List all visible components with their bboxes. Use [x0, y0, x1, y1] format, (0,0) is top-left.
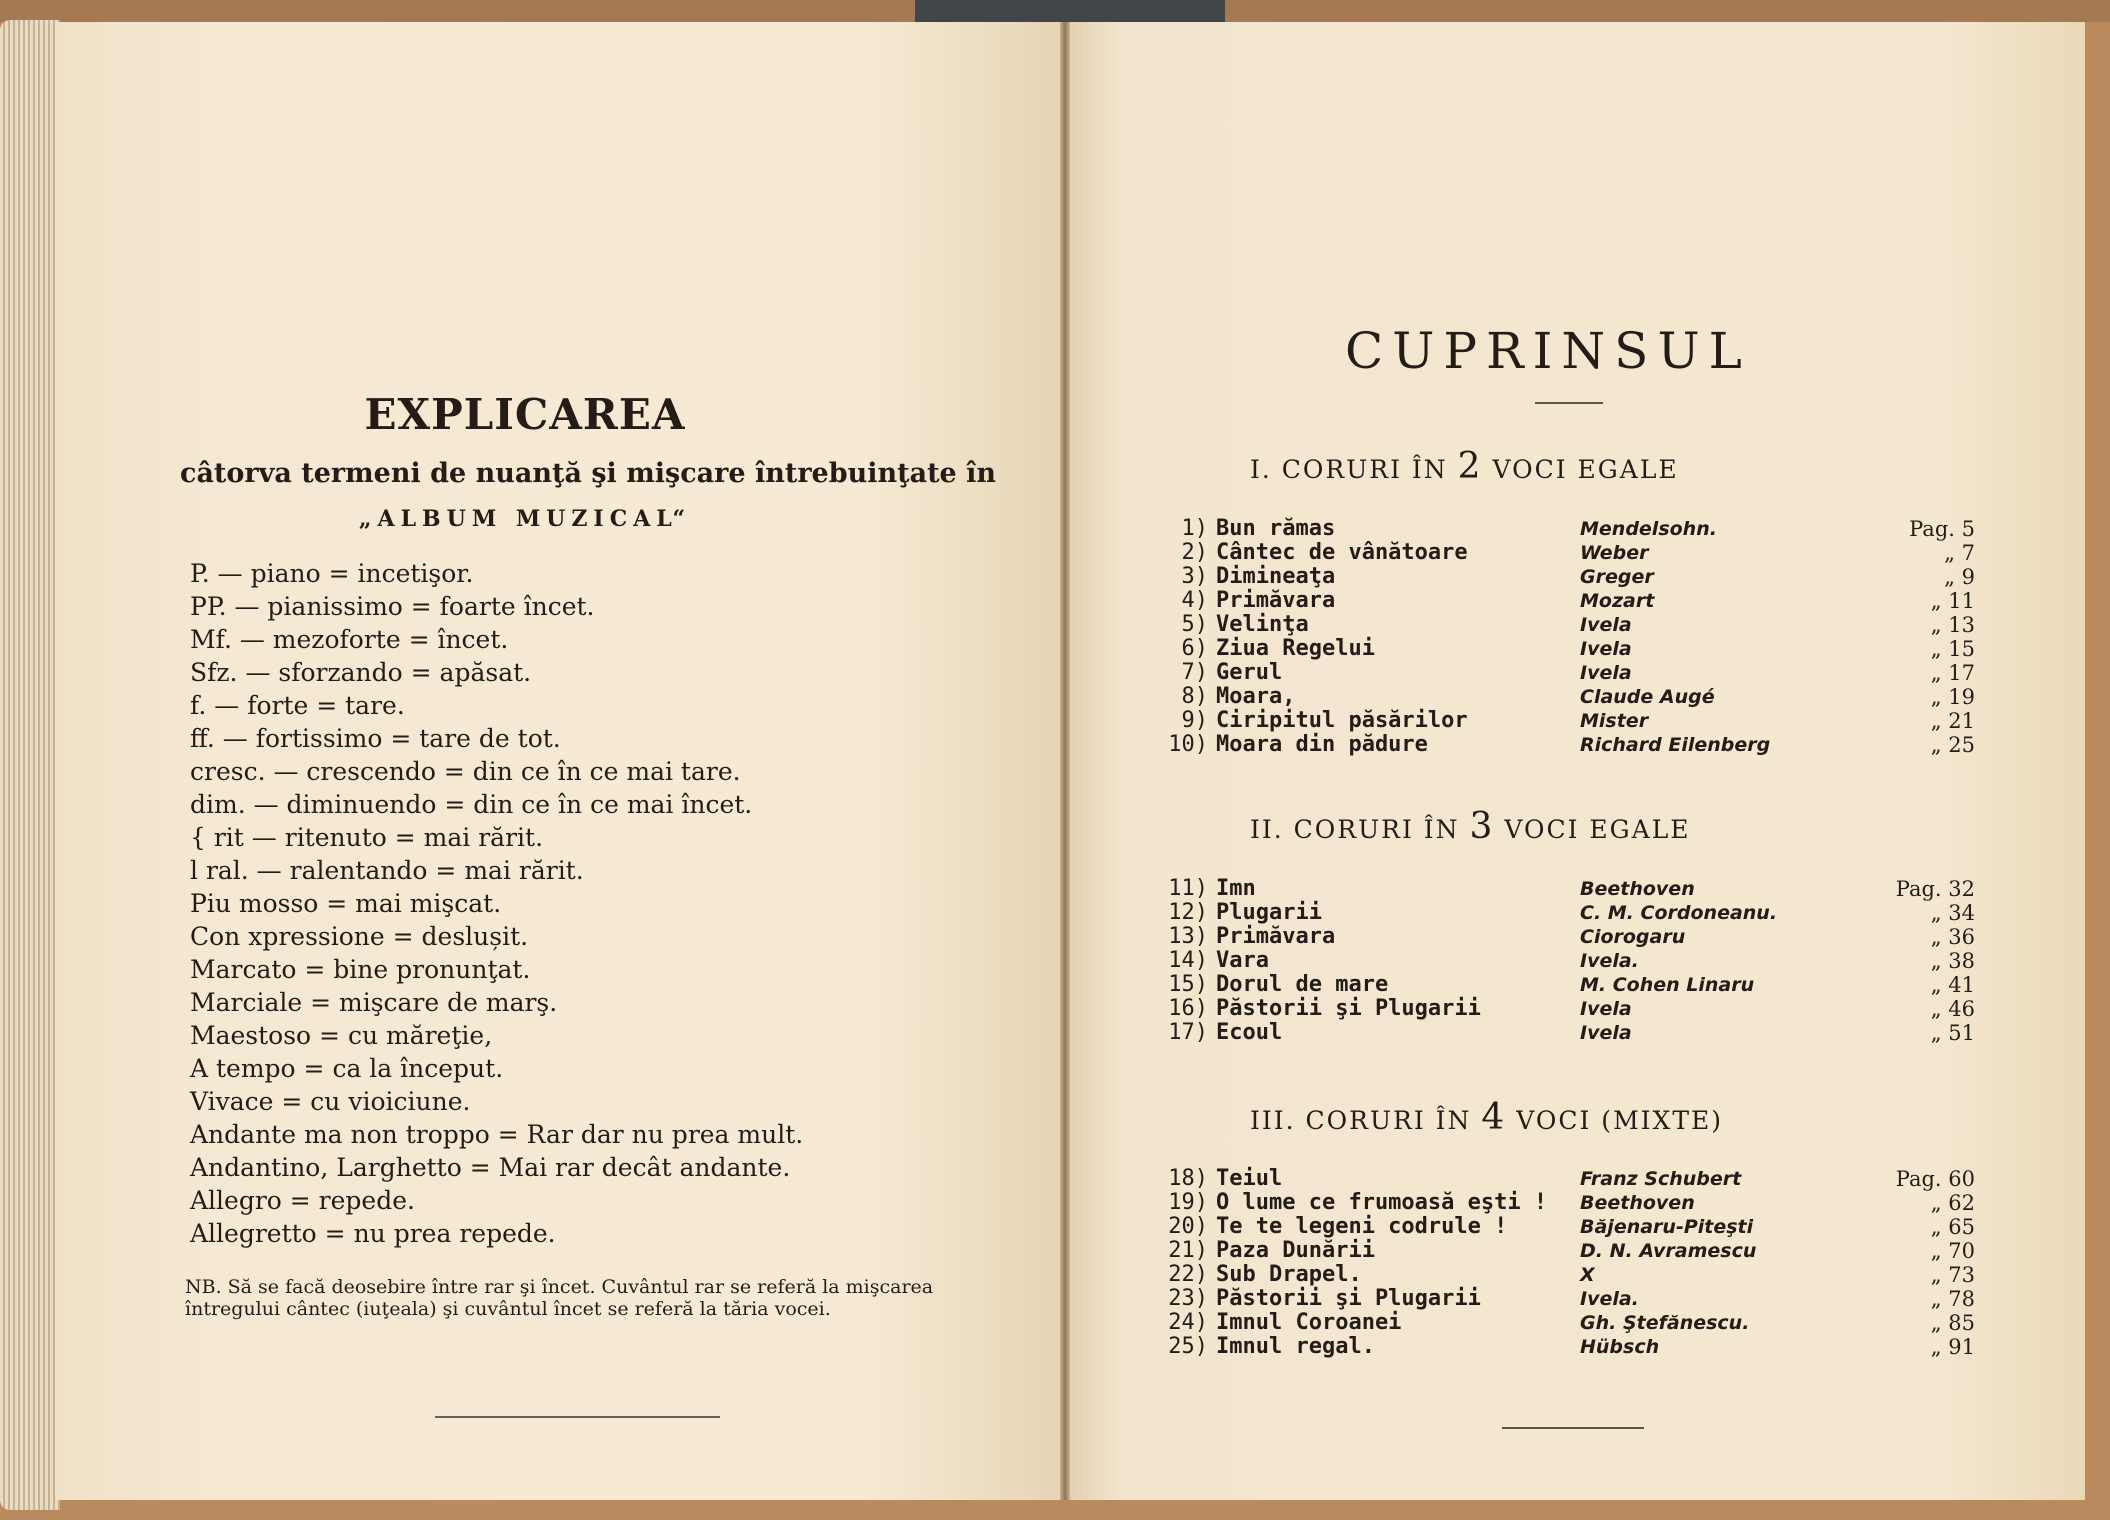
- toc-row: [1160, 684, 1975, 709]
- term-line: Maestoso = cu măreţie,: [190, 1021, 493, 1050]
- toc-title: Imnul regal.: [1216, 1334, 1375, 1359]
- toc-page: „ 78: [1930, 1287, 1975, 1311]
- toc-page: „ 15: [1930, 637, 1975, 661]
- toc-row: [1160, 1286, 1975, 1311]
- term-line: P. — piano = incetişor.: [190, 559, 474, 588]
- toc-page: Pag. 32: [1895, 877, 1975, 901]
- toc-author: Weber: [1580, 542, 1649, 564]
- term-line: Allegretto = nu prea repede.: [190, 1219, 556, 1248]
- toc-number: 24): [1168, 1310, 1208, 1335]
- toc-row: [1160, 660, 1975, 685]
- toc-section-1: [1160, 516, 1975, 757]
- toc-title: O lume ce frumoasă eşti !: [1216, 1190, 1548, 1215]
- terms-list: [190, 557, 1040, 1250]
- toc-row: [1160, 564, 1975, 589]
- toc-title: Bun rămas: [1216, 516, 1336, 541]
- toc-title: Imn: [1216, 876, 1256, 901]
- toc-number: 1): [1181, 516, 1208, 541]
- toc-page: „ 25: [1930, 733, 1975, 757]
- toc-title: Păstorii şi Plugarii: [1216, 996, 1481, 1021]
- toc-author: Mozart: [1580, 590, 1655, 612]
- toc-number: 5): [1181, 612, 1208, 637]
- toc-page: „ 9: [1944, 565, 1975, 589]
- toc-author: Ivela.: [1580, 1288, 1639, 1310]
- term-line: f. — forte = tare.: [190, 691, 405, 720]
- term-line: l ral. — ralentando = mai rărit.: [190, 856, 584, 885]
- toc-author: Hübsch: [1580, 1336, 1660, 1358]
- toc-row: [1160, 876, 1975, 901]
- term-line: cresc. — crescendo = din ce în ce mai tare.: [190, 757, 741, 786]
- toc-row: [1160, 516, 1975, 541]
- section-heading: II. CORURI ÎN 3 VOCI EGALE: [1250, 806, 1691, 847]
- toc-author: Beethoven: [1580, 878, 1695, 900]
- toc-title: Te te legeni codrule !: [1216, 1214, 1508, 1239]
- toc-page: „ 34: [1930, 901, 1975, 925]
- term-line: PP. — pianissimo = foarte încet.: [190, 592, 595, 621]
- toc-number: 20): [1168, 1214, 1208, 1239]
- term-line: ff. — fortissimo = tare de tot.: [190, 724, 561, 753]
- toc-title: Dimineaţa: [1216, 564, 1336, 589]
- toc-page: „ 70: [1930, 1239, 1975, 1263]
- toc-author: Beethoven: [1580, 1192, 1695, 1214]
- toc-author: Greger: [1580, 566, 1654, 588]
- toc-row: [1160, 636, 1975, 661]
- term-line: Andante ma non troppo = Rar dar nu prea mult.: [190, 1120, 804, 1149]
- section-heading: I. CORURI ÎN 2 VOCI EGALE: [1250, 446, 1679, 487]
- toc-title: Dorul de mare: [1216, 972, 1389, 997]
- contents-title: CUPRINSUL: [1345, 322, 1751, 380]
- toc-row: [1160, 1190, 1975, 1215]
- toc-author: Ivela: [1580, 1022, 1632, 1044]
- toc-author: Ivela.: [1580, 950, 1639, 972]
- toc-title: Ecoul: [1216, 1020, 1283, 1045]
- toc-title: Primăvara: [1216, 588, 1336, 613]
- toc-page: „ 11: [1930, 589, 1975, 613]
- toc-author: Richard Eilenberg: [1580, 734, 1771, 756]
- toc-row: [1160, 1166, 1975, 1191]
- toc-page: „ 13: [1930, 613, 1975, 637]
- toc-row: [1160, 900, 1975, 925]
- nb-note: NB. Să se facă deosebire între rar şi încet. Cuvântul rar se referă la mişcarea întregului cântec (iuţeala) şi cuvântul încet se referă la tăria vocei.: [185, 1276, 934, 1320]
- book-gutter: [1060, 22, 1070, 1500]
- toc-page: „ 85: [1930, 1311, 1975, 1335]
- toc-row: [1160, 1238, 1975, 1263]
- toc-title: Ciripitul păsărilor: [1216, 708, 1468, 733]
- term-line: Andantino, Larghetto = Mai rar decât andante.: [190, 1153, 791, 1182]
- toc-title: Velinţa: [1216, 612, 1309, 637]
- toc-page: Pag. 5: [1909, 517, 1975, 541]
- toc-page: „ 41: [1930, 973, 1975, 997]
- toc-number: 3): [1181, 564, 1208, 589]
- toc-number: 25): [1168, 1334, 1208, 1359]
- toc-number: 9): [1181, 708, 1208, 733]
- toc-page: „ 65: [1930, 1215, 1975, 1239]
- toc-page: „ 17: [1930, 661, 1975, 685]
- toc-title: Paza Dunării: [1216, 1238, 1375, 1263]
- explanation-subtitle: câtorva termeni de nuanţă şi mişcare întrebuinţate în: [180, 458, 997, 489]
- toc-row: [1160, 612, 1975, 637]
- toc-number: 13): [1168, 924, 1208, 949]
- toc-title: Moara din pădure: [1216, 732, 1428, 757]
- toc-number: 15): [1168, 972, 1208, 997]
- toc-author: Ivela: [1580, 662, 1632, 684]
- toc-author: Băjenaru-Piteşti: [1580, 1216, 1754, 1238]
- toc-author: Mister: [1580, 710, 1649, 732]
- toc-number: 19): [1168, 1190, 1208, 1215]
- toc-title: Imnul Coroanei: [1216, 1310, 1402, 1335]
- toc-title: Cântec de vânătoare: [1216, 540, 1468, 565]
- term-line: A tempo = ca la început.: [190, 1054, 504, 1083]
- toc-page: „ 51: [1930, 1021, 1975, 1045]
- toc-title: Sub Drapel.: [1216, 1262, 1362, 1287]
- term-line: Piu mosso = mai mişcat.: [190, 889, 502, 918]
- term-line: dim. — diminuendo = din ce în ce mai încet.: [190, 790, 753, 819]
- toc-title: Gerul: [1216, 660, 1283, 685]
- toc-row: [1160, 948, 1975, 973]
- toc-author: Ciorogaru: [1580, 926, 1686, 948]
- toc-number: 18): [1168, 1166, 1208, 1191]
- toc-author: C. M. Cordoneanu.: [1580, 902, 1778, 924]
- toc-author: Ivela: [1580, 998, 1632, 1020]
- toc-number: 2): [1181, 540, 1208, 565]
- toc-author: D. N. Avramescu: [1580, 1240, 1757, 1262]
- term-line: Sfz. — sforzando = apăsat.: [190, 658, 532, 687]
- end-rule: [1502, 1427, 1644, 1429]
- toc-number: 10): [1168, 732, 1208, 757]
- toc-number: 8): [1181, 684, 1208, 709]
- toc-title: Ziua Regelui: [1216, 636, 1375, 661]
- term-line: Marcato = bine pronunţat.: [190, 955, 531, 984]
- toc-page: „ 36: [1930, 925, 1975, 949]
- toc-title: Moara,: [1216, 684, 1296, 709]
- toc-page: „ 62: [1930, 1191, 1975, 1215]
- term-line: Mf. — mezoforte = încet.: [190, 625, 509, 654]
- toc-number: 7): [1181, 660, 1208, 685]
- toc-row: [1160, 1020, 1975, 1045]
- toc-number: 11): [1168, 876, 1208, 901]
- toc-number: 4): [1181, 588, 1208, 613]
- toc-number: 6): [1181, 636, 1208, 661]
- toc-row: [1160, 924, 1975, 949]
- toc-author: Franz Schubert: [1580, 1168, 1742, 1190]
- toc-author: Ivela: [1580, 614, 1632, 636]
- toc-title: Plugarii: [1216, 900, 1322, 925]
- term-line: Marciale = mişcare de marş.: [190, 988, 558, 1017]
- toc-author: M. Cohen Linaru: [1580, 974, 1755, 996]
- toc-row: [1160, 1334, 1975, 1359]
- toc-page: „ 46: [1930, 997, 1975, 1021]
- toc-row: [1160, 996, 1975, 1021]
- top-edge: [0, 0, 2110, 22]
- toc-row: [1160, 972, 1975, 997]
- toc-author: Claude Augé: [1580, 686, 1715, 708]
- toc-number: 12): [1168, 900, 1208, 925]
- toc-page: „ 91: [1930, 1335, 1975, 1359]
- toc-page: „ 7: [1944, 541, 1975, 565]
- toc-number: 16): [1168, 996, 1208, 1021]
- toc-number: 22): [1168, 1262, 1208, 1287]
- toc-title: Vara: [1216, 948, 1269, 973]
- toc-row: [1160, 1214, 1975, 1239]
- term-line: { rit — ritenuto = mai rărit.: [190, 823, 544, 852]
- toc-row: [1160, 588, 1975, 613]
- toc-row: [1160, 1262, 1975, 1287]
- toc-author: Mendelsohn.: [1580, 518, 1717, 540]
- toc-page: „ 19: [1930, 685, 1975, 709]
- toc-number: 17): [1168, 1020, 1208, 1045]
- album-title: „ALBUM MUZICAL“: [358, 506, 692, 532]
- term-line: Vivace = cu vioiciune.: [190, 1087, 471, 1116]
- toc-row: [1160, 708, 1975, 733]
- toc-page: „ 21: [1930, 709, 1975, 733]
- toc-page: „ 73: [1930, 1263, 1975, 1287]
- toc-number: 23): [1168, 1286, 1208, 1311]
- term-line: Con xpressione = deslușit.: [190, 922, 529, 951]
- toc-row: [1160, 540, 1975, 565]
- toc-title: Teiul: [1216, 1166, 1283, 1191]
- toc-row: [1160, 1310, 1975, 1335]
- term-line: Allegro = repede.: [190, 1186, 415, 1215]
- toc-section-3: [1160, 1166, 1975, 1359]
- toc-section-2: [1160, 876, 1975, 1045]
- toc-author: Ivela: [1580, 638, 1632, 660]
- toc-page: „ 38: [1930, 949, 1975, 973]
- toc-author: X: [1580, 1264, 1595, 1286]
- toc-title: Păstorii şi Plugarii: [1216, 1286, 1481, 1311]
- toc-title: Primăvara: [1216, 924, 1336, 949]
- explanation-title: EXPLICAREA: [364, 390, 686, 439]
- title-rule: [1535, 402, 1603, 404]
- toc-page: Pag. 60: [1895, 1167, 1975, 1191]
- toc-row: [1160, 732, 1975, 757]
- toc-number: 21): [1168, 1238, 1208, 1263]
- section-heading: III. CORURI ÎN 4 VOCI (MIXTE): [1250, 1097, 1724, 1138]
- divider-line: [435, 1416, 720, 1418]
- page-edges: [0, 20, 60, 1510]
- toc-author: Gh. Ştefănescu.: [1580, 1312, 1750, 1334]
- toc-number: 14): [1168, 948, 1208, 973]
